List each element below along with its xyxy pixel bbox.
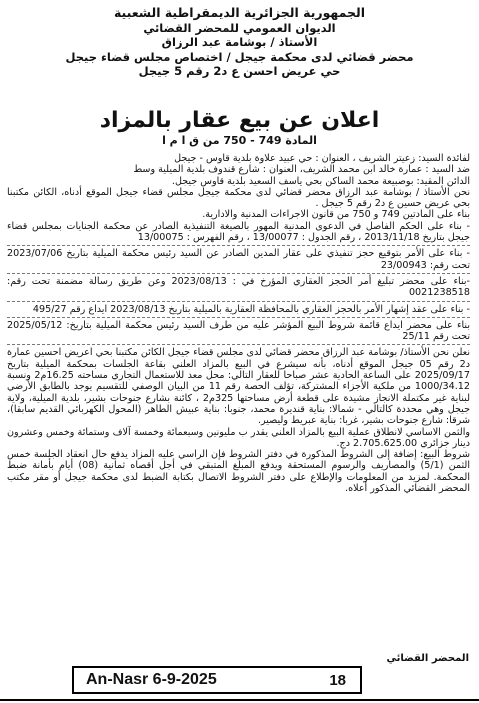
office-name: الديوان العمومي للمحضر القضائي [143, 20, 336, 35]
state-name: الجمهورية الجزائرية الديمقراطية الشعبية [113, 5, 366, 20]
divider [7, 317, 470, 318]
page-footer [72, 666, 362, 694]
divider [7, 344, 470, 345]
divider [7, 301, 470, 302]
seizure-order: - بناء على الأمر بتوقيع حجز تنفيذي على عقار المدين الصادر عن السيد رئيس محكمة الميلية بتاريخ 2023/07/06 تحت رقم: 23/00943 [7, 248, 470, 271]
starting-price: والثمن الاساسي لانطلاق عملية البيع بالمزاد العلني يقدر ب مليونين وسبعمائة وخمسة آلاف وستمائة وخمس وعشرون دينار جزائري 2.705.625.00 دج. [7, 426, 470, 449]
judgment-reference: - بناء على الحكم الفاصل في الدعوى المدنية المهور بالصيغة التنفيذية الصادر عن محكمة الجنايات بمجلس قضاء جيجل بتاريخ 2013/11/18 ، رقم الجدول : 13/00077 ، رقم الفهرس : 13/00075 [7, 220, 470, 244]
registered-creditor-line: الدائن المقيد: بوصبيعة محمد الساكن بحي ياسف السعيد بلدية قاوس جيجل. [171, 175, 470, 187]
sale-terms: شروط البيع: إضافة إلى الشروط المذكورة في دفتر الشروط فإن الراسي عليه المزاد يدفع حال انعقاد الجلسة خمس الثمن (5/1) والمصاريف والرسوم المستحقة ويدفع المبلغ المتبقي في أجل أقصاه ثمانية (08) أيام بأمانة ضبط المحكمة. لمزيد من المعلومات والإطلاع على دفتر الشروط الاتصال بكتابة الضبط لدى محكمة جيجل أو مقر مكتب المحضر القضائي المذكور أعلاه. [7, 449, 470, 495]
seizure-publication: - بناء على عقد إشهار الأمر بالحجز العقاري بالمحافظة العقارية بالميلية بتاريخ 2023/08/13 ايداع رقم 495/27 [32, 303, 470, 315]
publication-date: An-Nasr 6-9-2025 [86, 671, 217, 688]
bailiff-name: الأستاذ / بوشامة عبد الرزاق [161, 35, 318, 49]
bailiff-address: حي عريض احسن ع د2 رقم 5 جيجل [138, 64, 341, 78]
divider [7, 245, 470, 246]
debtor-line: ضد السيد : عمارة خالد ابن محمد الشريف، العنوان : شارع قندوف بلدية الميلية وسط [133, 164, 470, 176]
sale-announcement: نعلن نحن الأستاذ/ بوشامة عبد الرزاق محضر قضائي لدى مجلس قضاء جيجل الكائن مكتبنا بحي اعريض احسين عمارة د2 رقم 05 جيجل الموقع أدناه، بأنه سيشرع في البيع بالمزاد العلني بقاعة الجلسات بمحكمة الميلية بتاريخ 2025/09/17 على الساعة الحادية عشر صباحا للعقار التالي: محل معد للاستعمال التجاري مساحته 16.25م2 ونسبة 1000/34.12 من ملكية الأجزاء المشتركة، تؤلف الحصة رقم 11 من البيان الوصفي للتقسيم يوجد بالطابق الأرضي لبناية غير مكتملة الانجاز مشيدة على قطعة أرض مساحتها 325م2 ، كائنة بشارع جنوحات بشير، بلدية الميلية، ولاية جيجل وهي محددة كالتالي - شمالا: بناية قنديرة محمد، جنوبا: بناية عبيش الطاهر (المحول الكهربائي القديم سابقا)، شرقا: شارع جنوحات بشير، غربا: بناية عبريط وليصير. [7, 347, 471, 427]
legal-basis: بناء على المادتين 749 و 750 من قانون الاجراءات المدنية والادارية. [202, 209, 470, 221]
announcement-title: اعلان عن بيع عقار بالمزاد [99, 108, 380, 133]
sale-conditions-deposit: بناء على محضر ايداع قائمة شروط البيع المؤشر عليه من طرف السيد رئيس محكمة الميلية بتاريخ: 2025/05/12 تحت رقم 25/11 [7, 319, 470, 343]
bailiff-signature: المحضر القضائي [386, 653, 469, 664]
bailiff-header [40, 6, 439, 79]
legal-articles: المادة 749 - 750 من ق ا م ا [162, 134, 317, 147]
bailiff-jurisdiction: محضر قضائي لدى محكمة جيجل / اختصاص مجلس قضاء جيجل [65, 49, 414, 64]
seizure-notification: -بناء على محضر تبليغ أمر الحجز العقاري المؤرخ في : 2023/08/13 وعن طريق رسالة مضمنة تحت رقم: 0021238518 [7, 275, 470, 299]
creditor-line: لفائدة السيد: زعيتر الشريف ، العنوان : حي عبيد علاوة بلدية قاوس - جيجل [174, 153, 470, 164]
page-number: 18 [329, 671, 346, 689]
announcement-body [7, 153, 470, 494]
bailiff-statement: نحن الأستاذ / بوشامة عبد الرزاق محضر قضائي لدى محكمة جيجل مجلس قضاء جيجل الموقع أدناه، الكائن مكتبنا بحي عريض حسين ع د2 رقم 5 جيجل . [7, 186, 470, 210]
divider [7, 273, 470, 274]
bottom-rule [0, 699, 479, 701]
